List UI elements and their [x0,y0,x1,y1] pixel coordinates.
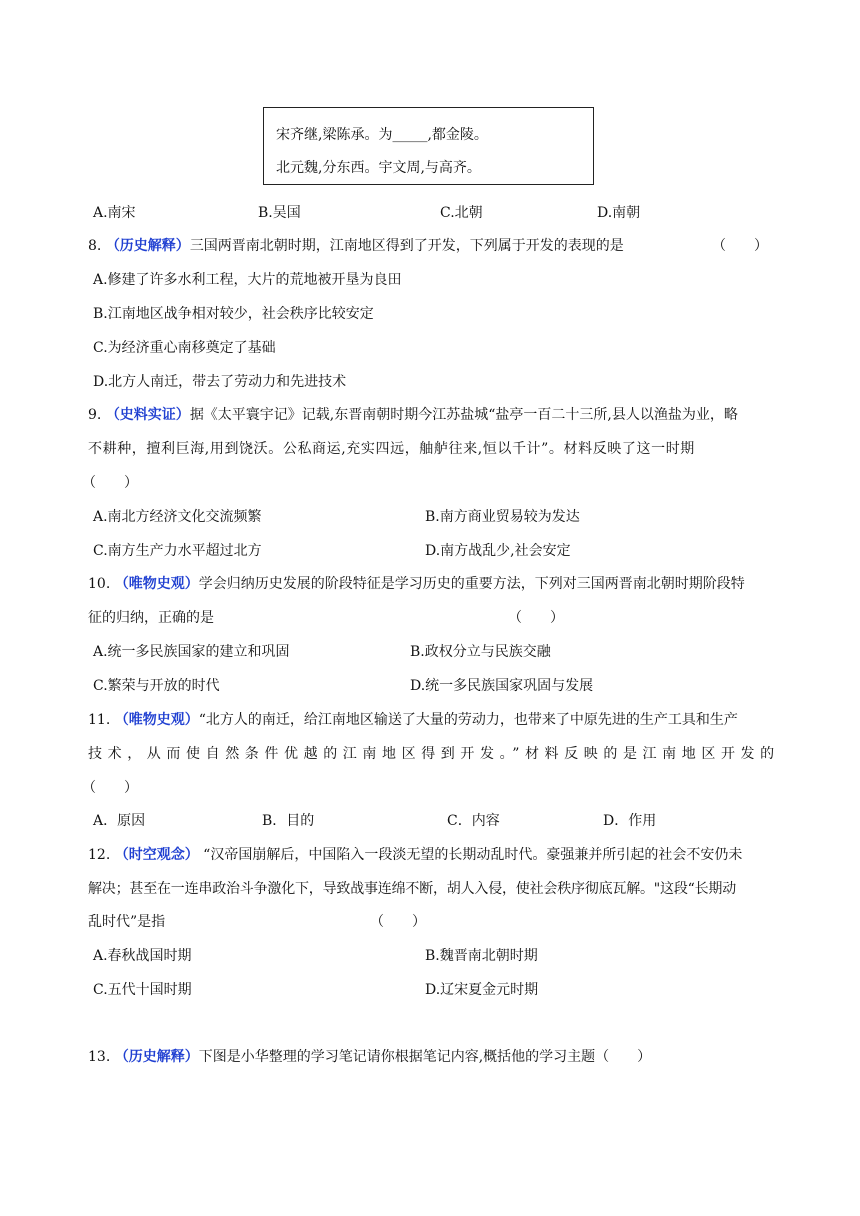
q10-option-c[interactable]: C.繁荣与开放的时代 [93,678,220,694]
question-number: 8. [88,238,102,254]
q11-stem-line-2: 技术，从而使自然条件优越的江南地区得到开发。”材料反映的是江南地区开发的 [88,746,780,762]
q10-option-a[interactable]: A.统一多民族国家的建立和巩固 [93,644,290,660]
q11-stem-line-1 [88,709,738,729]
question-number: 9. [88,407,102,423]
answer-paren[interactable]: （ ） [508,610,564,626]
q9-option-b[interactable]: B.南方商业贸易较为发达 [425,509,580,525]
q8-stem-line [88,235,624,255]
q10-stem-line-2: 征的归纳，正确的是 [88,610,214,626]
q7-option-b[interactable]: B.吴国 [258,205,301,221]
q11-option-d[interactable]: D．作用 [603,813,657,829]
q9-option-c[interactable]: C.南方生产力水平超过北方 [93,543,262,559]
q13-stem-line [88,1046,651,1066]
competency-tag: （唯物史观） [114,576,199,592]
q12-stem-line-2: 解决；甚至在一连串政治斗争激化下，导致战事连绵不断，胡人入侵，使社会秩序彻底瓦解。"这段“长期动 [88,881,736,897]
competency-tag: （历史解释） [105,238,190,254]
q9-option-a[interactable]: A.南北方经济文化交流频繁 [93,509,262,525]
q10-option-d[interactable]: D.统一多民族国家巩固与发展 [410,678,594,694]
q10-option-b[interactable]: B.政权分立与民族交融 [410,644,551,660]
q9-stem-line-2: 不耕种，擅利巨海,用到饶沃。公私商运,充实四远，舳舻往来,恒以千计”。材料反映了这一时期 [88,441,695,457]
q12-stem-line-3: 乱时代”是指 [88,914,166,930]
question-number: 11. [88,712,111,728]
question-number: 12. [88,847,111,863]
q11-option-c[interactable]: C．内容 [447,813,500,829]
q7-option-a[interactable]: A.南宋 [93,205,136,221]
q12-option-c[interactable]: C.五代十国时期 [93,982,192,998]
q8-option-b[interactable]: B.江南地区战争相对较少，社会秩序比较安定 [93,306,374,322]
q10-stem-line-1 [88,573,745,593]
answer-paren[interactable]: （ ） [82,475,138,491]
question-stem: 学会归纳历史发展的阶段特征是学习历史的重要方法，下列对三国两晋南北朝时期阶段特 [198,576,745,592]
question-number: 13. [88,1049,111,1065]
q8-option-a[interactable]: A.修建了许多水利工程，大片的荒地被开垦为良田 [93,272,402,288]
poem-box [263,107,594,185]
answer-paren[interactable]: （ ） [712,238,768,254]
q7-option-d[interactable]: D.南朝 [597,205,641,221]
q12-stem-line-1 [88,844,742,864]
q11-option-a[interactable]: A．原因 [93,813,146,829]
question-stem: 下图是小华整理的学习笔记请你根据笔记内容,概括他的学习主题 [198,1049,596,1065]
question-stem: 据《太平寰宇记》记载,东晋南朝时期今江苏盐城“盐亭一百二十三所,县人以渔盐为业，略 [189,407,738,423]
q9-option-d[interactable]: D.南方战乱少,社会安定 [425,543,571,559]
q12-option-b[interactable]: B.魏晋南北朝时期 [425,948,538,964]
poem-line-1: 宋齐继,梁陈承。为_____,都金陵。 [276,127,488,143]
answer-paren[interactable]: （ ） [82,780,138,796]
q7-option-c[interactable]: C.北朝 [440,205,483,221]
q9-stem-line-1 [88,404,738,424]
question-stem: 三国两晋南北朝时期，江南地区得到了开发，下列属于开发的表现的是 [189,238,624,254]
question-stem: “汉帝国崩解后，中国陷入一段淡无望的长期动乱时代。豪强兼并所引起的社会不安仍未 [198,847,743,863]
competency-tag: （唯物史观） [114,712,199,728]
competency-tag: （时空观念） [114,847,199,863]
q12-option-d[interactable]: D.辽宋夏金元时期 [425,982,539,998]
q8-option-d[interactable]: D.北方人南迁，带去了劳动力和先进技术 [93,374,347,390]
question-number: 10. [88,576,111,592]
question-stem: “北方人的南迁，给江南地区输送了大量的劳动力，也带来了中原先进的生产工具和生产 [198,712,738,728]
competency-tag: （历史解释） [114,1049,199,1065]
answer-paren[interactable]: （ ） [595,1049,652,1065]
q12-option-a[interactable]: A.春秋战国时期 [93,948,192,964]
competency-tag: （史料实证） [105,407,190,423]
answer-paren[interactable]: （ ） [370,914,426,930]
q11-option-b[interactable]: B．目的 [262,813,315,829]
poem-line-2: 北元魏,分东西。宇文周,与高齐。 [276,160,481,176]
q8-option-c[interactable]: C.为经济重心南移奠定了基础 [93,340,276,356]
